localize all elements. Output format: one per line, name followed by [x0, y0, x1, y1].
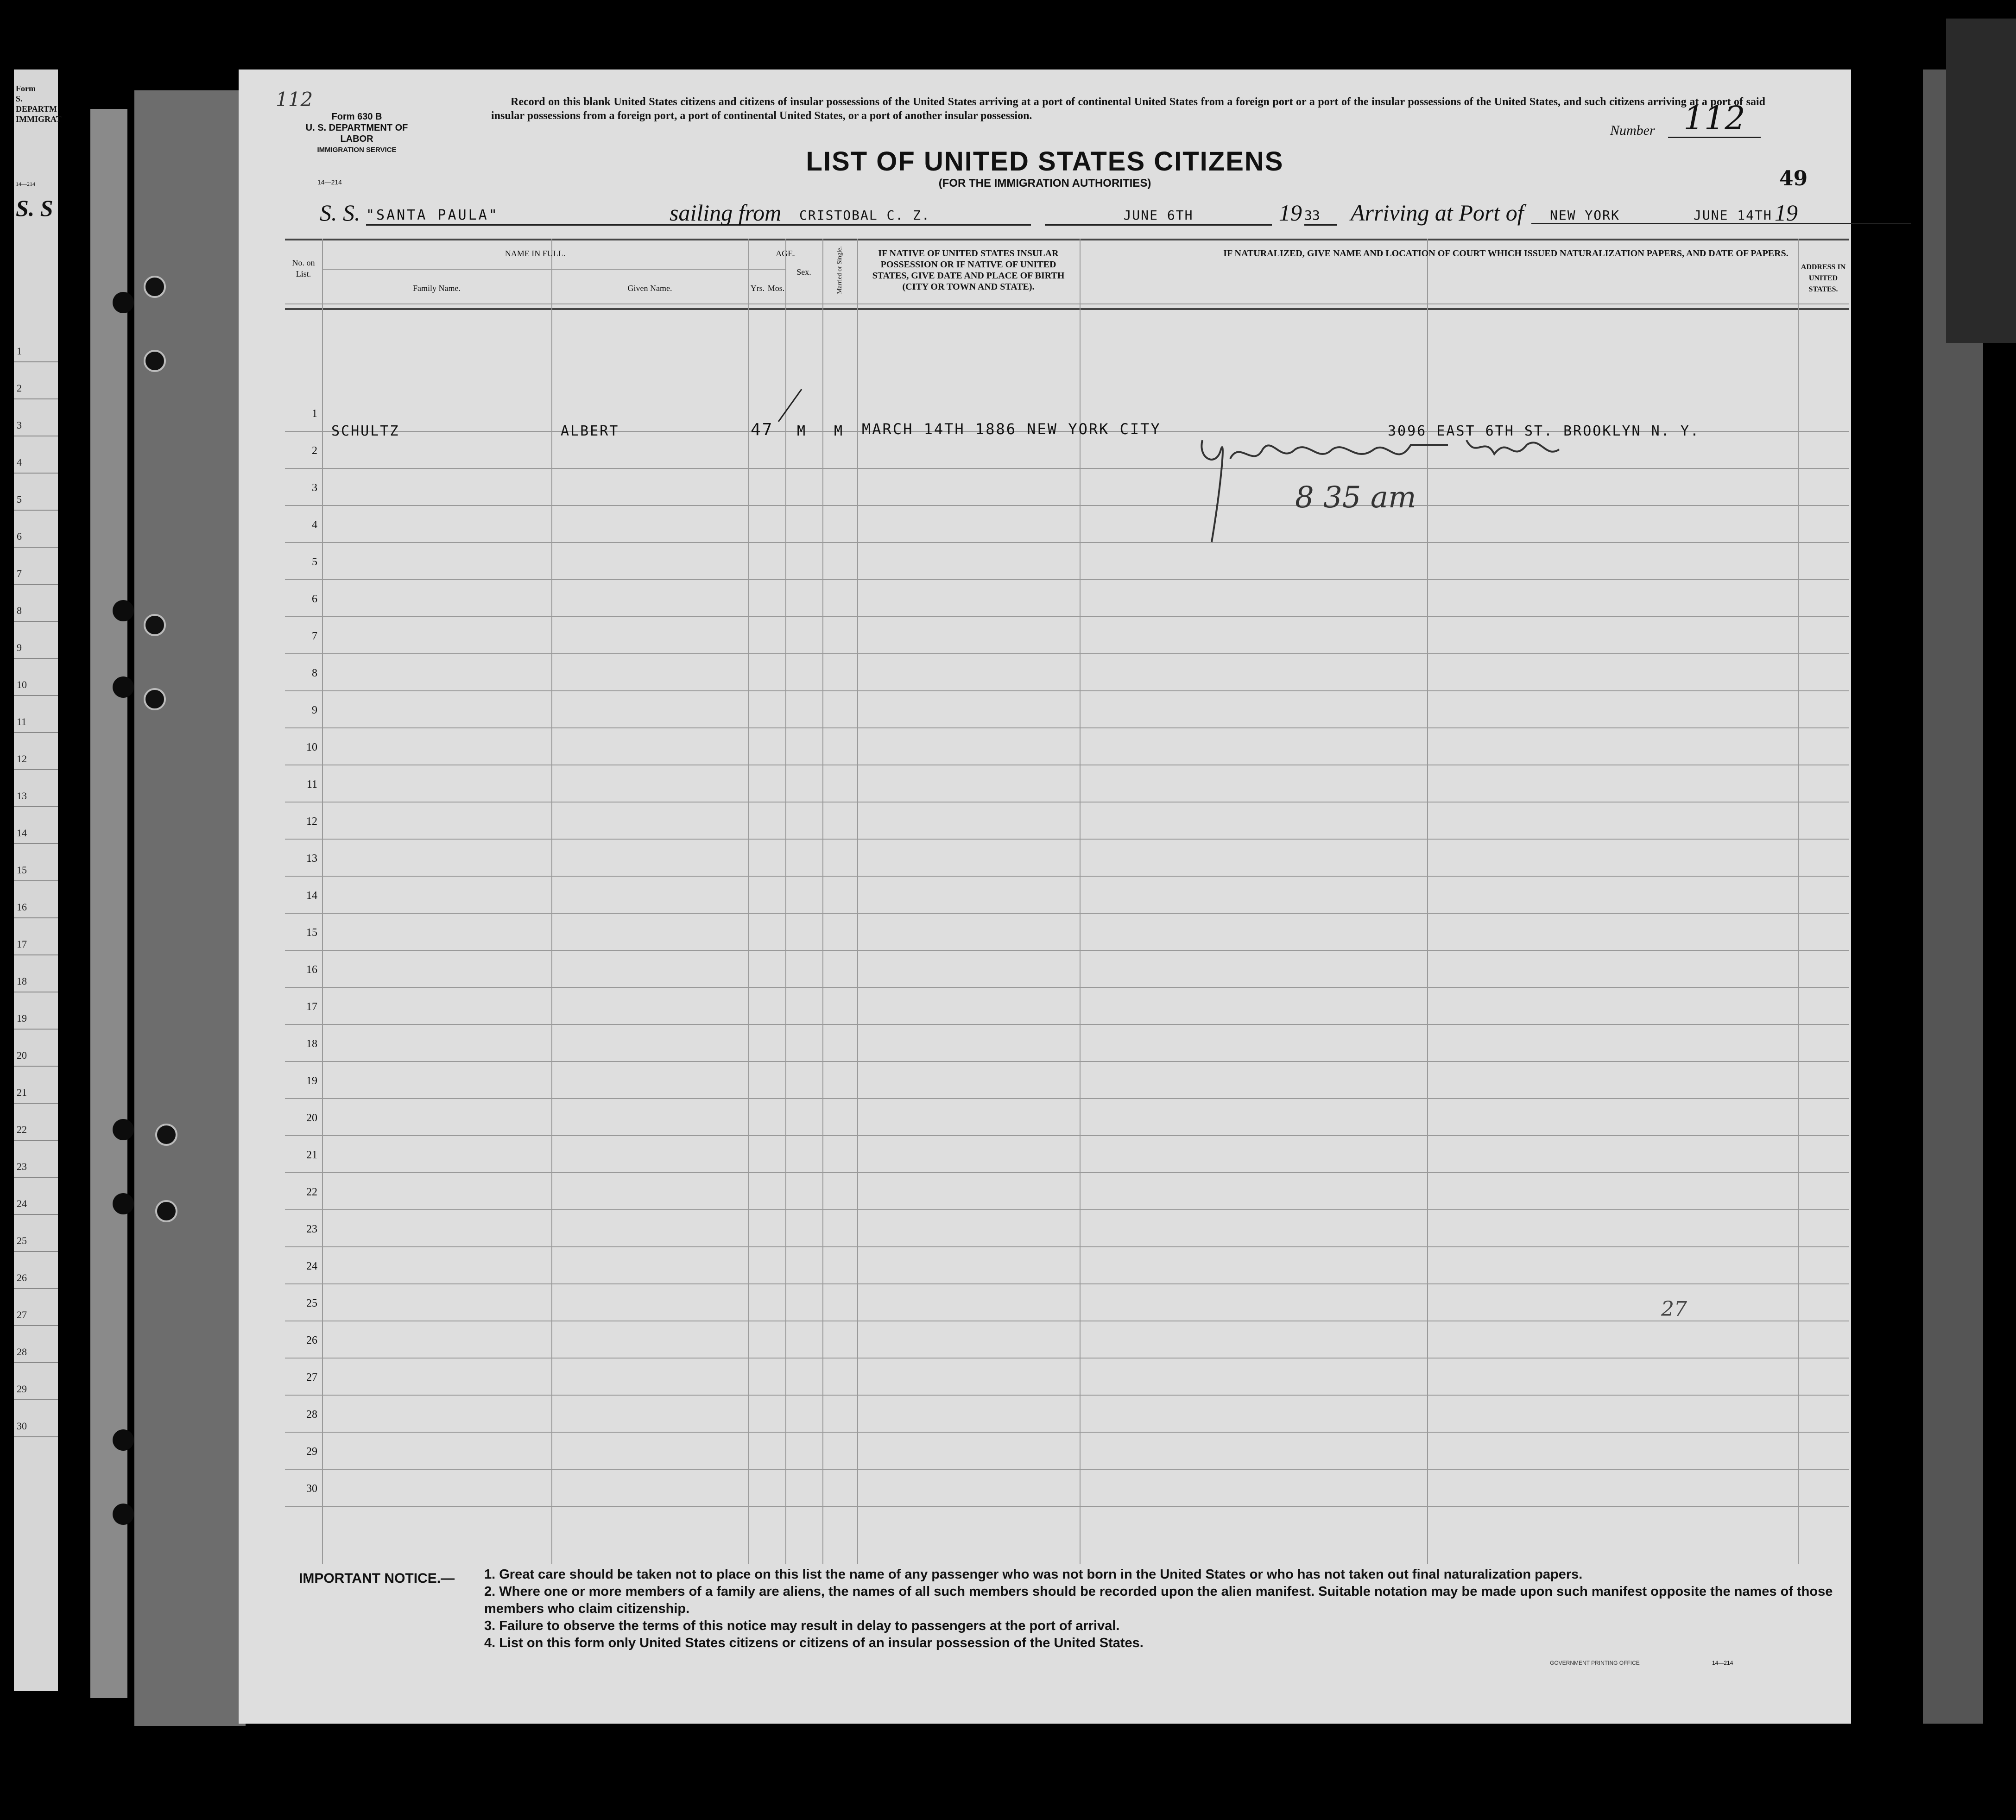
form-instructions: Record on this blank United States citizens and citizens of insular possessions of the United States arriving at a port of continental United States from a foreign port or a port of the insular possessions of the United States, and such citizens arriving at a port of said insular possessions from a foreign port, a port of continental United States, or a port of another insular possession.: [491, 96, 1765, 122]
arrival-date: JUNE 14TH: [1694, 204, 1911, 224]
family-name-cell: SCHULTZ: [331, 423, 400, 439]
fragment-header-line: S. DEPARTM: [16, 94, 57, 114]
fragment-row-number: 29: [17, 1383, 27, 1395]
manifest-page: [239, 70, 1851, 1724]
fragment-row-line: [14, 361, 58, 362]
fragment-row-line: [14, 769, 58, 770]
row-line: [285, 1209, 1849, 1210]
row-number: 20: [306, 1112, 317, 1124]
birth-cell: MARCH 14TH 1886 NEW YORK CITY: [862, 420, 1161, 438]
row-number: 2: [312, 445, 317, 457]
fragment-row-number: 23: [17, 1161, 27, 1172]
fragment-row-number: 12: [17, 753, 27, 765]
ship-name: "SANTA PAULA": [366, 204, 899, 226]
row-line: [285, 542, 1849, 543]
row-number: 6: [312, 593, 317, 605]
row-number: 19: [306, 1075, 317, 1087]
binder-spine: [134, 90, 246, 1726]
given-name-cell: ALBERT: [561, 423, 619, 439]
row-line: [285, 727, 1849, 728]
column-divider: [822, 239, 823, 1564]
signature-time: 8 35 am: [1295, 480, 1416, 515]
row-line: [285, 1172, 1849, 1173]
previous-page-fragment: [14, 70, 62, 1691]
fragment-row-number: 8: [17, 605, 22, 616]
row-number: 23: [306, 1223, 317, 1235]
row-line: [285, 802, 1849, 803]
fragment-row-number: 25: [17, 1235, 27, 1246]
header-yrs: Yrs.: [750, 284, 765, 293]
fragment-row-number: 7: [17, 568, 22, 579]
subheader-divider: [322, 269, 785, 270]
page-subtitle: (FOR THE IMMIGRATION AUTHORITIES): [938, 177, 1151, 190]
fragment-row-number: 27: [17, 1309, 27, 1321]
row-line: [285, 1506, 1849, 1507]
notice-item: 1. Great care should be taken not to place on this list the name of any passenger who was not born in the United States or who has not taken out final naturalization papers.: [484, 1567, 1583, 1582]
marital-status-cell: M: [834, 423, 844, 439]
column-divider: [551, 239, 552, 1564]
check-mark: [776, 387, 804, 424]
margin-mark: 27: [1661, 1297, 1687, 1321]
fragment-row-number: 3: [17, 419, 22, 431]
fragment-row-number: 5: [17, 493, 22, 505]
binder-hole: [113, 1119, 134, 1140]
fragment-row-line: [14, 917, 58, 918]
row-number: 3: [312, 482, 317, 494]
row-number: 29: [306, 1446, 317, 1458]
header-family-name: Family Name.: [413, 284, 461, 293]
row-line: [285, 1135, 1849, 1136]
departure-year: 33: [1304, 204, 1337, 226]
inspector-signature: [1188, 431, 1605, 561]
ss-label: S. S.: [320, 200, 360, 226]
form-number: Form 630 B: [331, 112, 382, 122]
fragment-row-number: 24: [17, 1198, 27, 1209]
notice-item: 2. Where one or more members of a family are aliens, the names of all such members should be recorded upon the alien manifest. Suitable notation may be made upon such manifest opposite the names of those members who claim citizenship.: [484, 1584, 1833, 1616]
form-code-bottom: 14—214: [1712, 1660, 1733, 1666]
fragment-row-line: [14, 1399, 58, 1400]
row-number: 11: [306, 778, 317, 790]
fragment-row-number: 21: [17, 1087, 27, 1098]
sex-cell: M: [797, 423, 807, 439]
fragment-row-line: [14, 584, 58, 585]
row-number: 5: [312, 556, 317, 568]
fragment-row-number: 9: [17, 642, 22, 653]
row-number: 27: [306, 1371, 317, 1384]
binder-hole: [155, 1124, 177, 1146]
fragment-row-number: 16: [17, 901, 27, 913]
binder-hole: [144, 688, 166, 710]
row-number: 12: [306, 815, 317, 828]
fragment-row-number: 19: [17, 1012, 27, 1024]
header-birth-place: IF NATIVE OF UNITED STATES INSULAR POSSESSION OR IF NATIVE OF UNITED STATES, GIVE DATE AND PLACE OF BIRTH (CITY OR TOWN AND STATE).: [872, 248, 1065, 292]
fragment-row-number: 4: [17, 456, 22, 468]
row-line: [285, 1024, 1849, 1025]
row-line: [285, 987, 1849, 988]
fragment-code: 14—214: [16, 181, 35, 187]
departure-port: CRISTOBAL C. Z.: [799, 204, 1031, 226]
row-line: [285, 1246, 1849, 1247]
departure-date: JUNE 6TH: [1045, 204, 1272, 226]
row-line: [285, 653, 1849, 654]
fragment-row-number: 11: [17, 716, 27, 727]
fragment-row-line: [14, 473, 58, 474]
binder-hole: [144, 276, 166, 298]
row-line: [285, 876, 1849, 877]
row-line: [285, 839, 1849, 840]
binder-hole: [113, 1193, 134, 1214]
row-line: [285, 579, 1849, 580]
fragment-row-line: [14, 1362, 58, 1363]
binder-hole: [113, 676, 134, 698]
printer-credit: GOVERNMENT PRINTING OFFICE: [1550, 1660, 1640, 1666]
sailing-from-label: sailing from: [670, 200, 782, 226]
passenger-table: [285, 239, 1849, 1561]
fragment-row-line: [14, 547, 58, 548]
row-line: [285, 1283, 1849, 1284]
row-number: 26: [306, 1334, 317, 1346]
header-married-single: Married or Single.: [836, 246, 843, 294]
fragment-row-line: [14, 1177, 58, 1178]
handwritten-number: 112: [276, 88, 313, 111]
fragment-row-line: [14, 1288, 58, 1289]
header-divider: [285, 308, 1849, 310]
fragment-header-line: Form: [16, 84, 36, 93]
row-line: [285, 1358, 1849, 1359]
column-divider: [785, 239, 786, 1564]
number-value: 112: [1668, 100, 1761, 138]
header-age: AGE.: [776, 249, 795, 258]
table-border: [285, 239, 1849, 240]
binder-hole: [155, 1200, 177, 1222]
notice-item: 3. Failure to observe the terms of this notice may result in delay to passengers at the port of arrival.: [484, 1618, 1120, 1633]
header-mos: Mos.: [767, 284, 785, 293]
fragment-row-number: 14: [17, 827, 27, 839]
row-line: [285, 1469, 1849, 1470]
fragment-row-number: 28: [17, 1346, 27, 1358]
row-number: 15: [306, 927, 317, 939]
column-divider: [1798, 239, 1799, 1564]
binder-hole: [144, 350, 166, 372]
row-number: 9: [312, 704, 317, 716]
arrival-year-prefix: 19: [1775, 200, 1798, 226]
departure-year-prefix: 19: [1279, 200, 1302, 226]
fragment-row-number: 20: [17, 1049, 27, 1061]
header-name-in-full: NAME IN FULL.: [505, 249, 566, 258]
fragment-row-line: [14, 954, 58, 955]
fragment-row-number: 13: [17, 790, 27, 802]
column-divider: [748, 239, 749, 1564]
fragment-header: [16, 83, 62, 124]
row-line: [285, 468, 1849, 469]
fragment-row-number: 26: [17, 1272, 27, 1283]
row-number: 22: [306, 1186, 317, 1198]
binder-hole: [113, 600, 134, 621]
row-line: [285, 1061, 1849, 1062]
fragment-row-line: [14, 880, 58, 881]
fragment-row-line: [14, 1251, 58, 1252]
fragment-row-number: 22: [17, 1124, 27, 1135]
row-number: 1: [312, 408, 317, 420]
header-naturalization: IF NATURALIZED, GIVE NAME AND LOCATION OF COURT WHICH ISSUED NATURALIZATION PAPERS, AND DATE OF PAPERS.: [1223, 248, 1788, 259]
row-line: [285, 1432, 1849, 1433]
fragment-row-line: [14, 1214, 58, 1215]
header-sex: Sex.: [796, 267, 811, 277]
header-divider: [285, 303, 1849, 304]
fragment-row-number: 17: [17, 938, 27, 950]
form-code: 14—214: [317, 178, 342, 186]
row-number: 18: [306, 1038, 317, 1050]
row-number: 24: [306, 1260, 317, 1272]
header-address: ADDRESS IN UNITED STATES.: [1801, 263, 1846, 293]
fragment-row-line: [14, 621, 58, 622]
row-number: 7: [312, 630, 317, 642]
fragment-ss-label: S. S: [16, 195, 53, 221]
fragment-row-line: [14, 1066, 58, 1067]
fragment-row-line: [14, 658, 58, 659]
age-years-cell: 47: [751, 420, 774, 439]
fragment-row-line: [14, 1103, 58, 1104]
fragment-row-line: [14, 1325, 58, 1326]
notice-title: IMPORTANT NOTICE.—: [299, 1571, 455, 1586]
arriving-label: Arriving at Port of: [1351, 200, 1524, 226]
row-line: [285, 1098, 1849, 1099]
row-number: 25: [306, 1297, 317, 1309]
notice-list: [484, 1566, 1851, 1652]
fragment-row-number: 15: [17, 864, 27, 876]
fragment-row-number: 30: [17, 1420, 27, 1432]
fragment-row-line: [14, 843, 58, 844]
fragment-row-number: 6: [17, 531, 22, 542]
row-number: 17: [306, 1001, 317, 1013]
row-number: 13: [306, 853, 317, 865]
fragment-row-number: 1: [17, 345, 22, 357]
fragment-row-line: [14, 695, 58, 696]
row-number: 30: [306, 1483, 317, 1495]
row-line: [285, 913, 1849, 914]
fragment-row-number: 2: [17, 382, 22, 394]
torn-corner: [1946, 19, 2016, 343]
row-number: 16: [306, 964, 317, 976]
page-number: 49: [1779, 167, 1808, 190]
row-number: 21: [306, 1149, 317, 1161]
fragment-header-line: IMMIGRAT: [16, 114, 62, 124]
arrival-port: NEW YORK: [1531, 204, 1694, 224]
row-number: 8: [312, 667, 317, 679]
address-cell: 3096 EAST 6TH ST. BROOKLYN N. Y.: [1388, 423, 1700, 439]
department-name: U. S. DEPARTMENT OF LABOR: [305, 123, 408, 144]
row-number: 14: [306, 890, 317, 902]
notice-item: 4. List on this form only United States citizens or citizens of an insular possession of the United States.: [484, 1636, 1144, 1650]
fragment-row-line: [14, 1029, 58, 1030]
fragment-row-number: 10: [17, 679, 27, 690]
row-line: [285, 1395, 1849, 1396]
fragment-row-line: [14, 732, 58, 733]
fragment-row-line: [14, 510, 58, 511]
fragment-row-line: [14, 1436, 58, 1437]
page-title: LIST OF UNITED STATES CITIZENS: [806, 146, 1284, 177]
row-line: [285, 616, 1849, 617]
binder-hole: [113, 1504, 134, 1525]
fragment-row-line: [14, 1140, 58, 1141]
row-line: [285, 950, 1849, 951]
number-label: Number: [1610, 123, 1655, 138]
column-divider: [857, 239, 858, 1564]
row-line: [285, 690, 1849, 691]
fragment-row-line: [14, 806, 58, 807]
row-number: 4: [312, 519, 317, 531]
service-name: IMMIGRATION SERVICE: [317, 146, 397, 154]
row-line: [285, 505, 1849, 506]
binder-hole: [113, 292, 134, 313]
fragment-row-line: [14, 398, 58, 399]
binder-edge: [90, 109, 127, 1698]
fragment-row-number: 18: [17, 975, 27, 987]
header-given-name: Given Name.: [627, 284, 672, 293]
header-no: No. on List.: [292, 258, 315, 278]
row-number: 28: [306, 1409, 317, 1421]
binder-hole: [144, 614, 166, 636]
column-divider: [322, 239, 323, 1564]
binder-hole: [113, 1429, 134, 1451]
row-number: 10: [306, 741, 317, 753]
